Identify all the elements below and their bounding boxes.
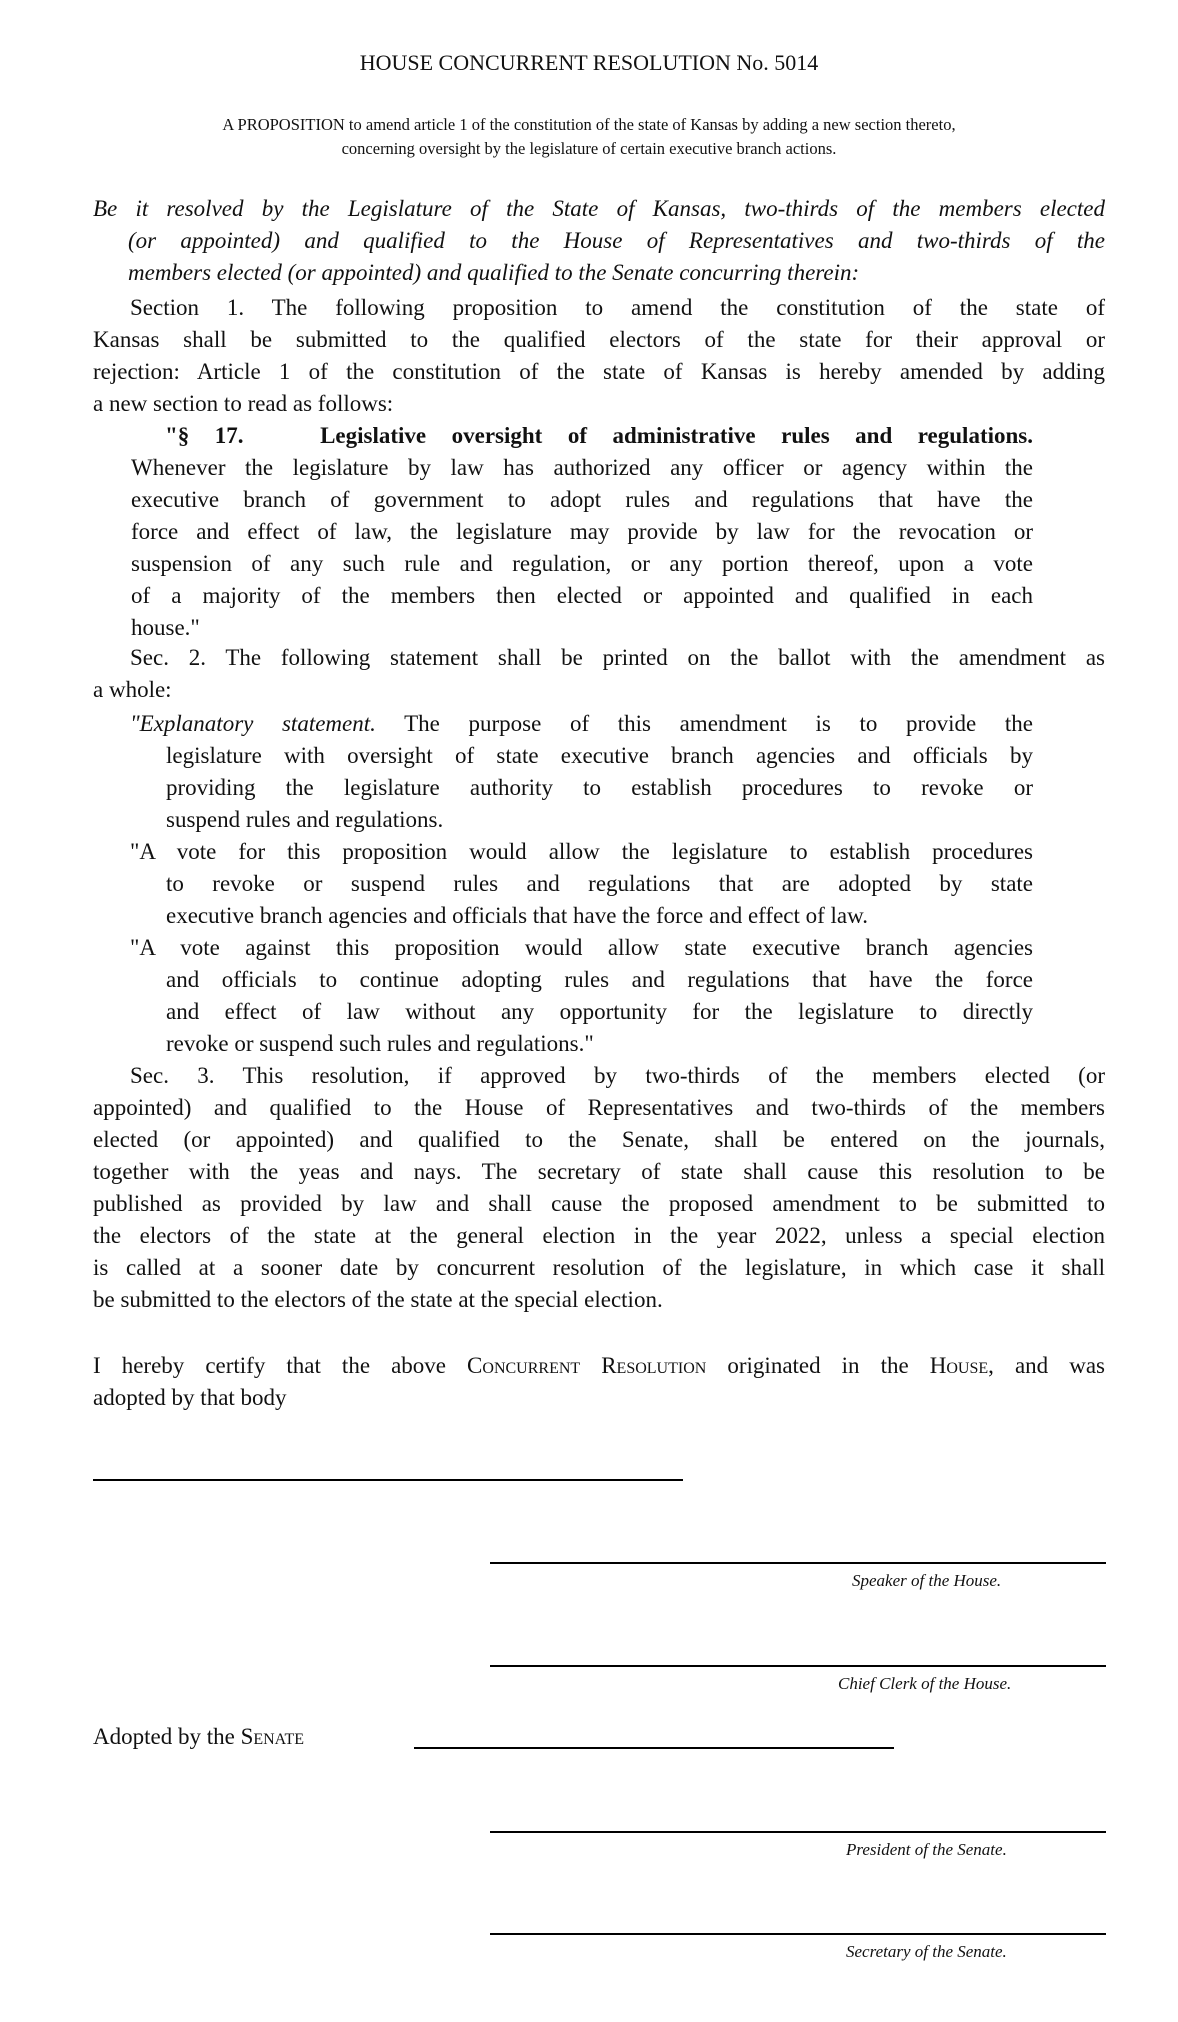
- explanatory-statement-line: legislature with oversight of state executive branch agencies and officials by: [166, 743, 1033, 768]
- certification-text: , and was: [988, 1353, 1105, 1378]
- vote-for-line: executive branch agencies and officials that have the force and effect of law.: [166, 903, 869, 928]
- certification-line: adopted by that body: [93, 1385, 287, 1410]
- amendment-section-number: "§ 17.: [165, 423, 244, 448]
- certification-text: originated in the: [706, 1353, 930, 1378]
- certification-line: [93, 1350, 1105, 1382]
- amendment-line: house.": [131, 615, 200, 640]
- amendment-heading-text: Legislative oversight of administrative rules and regulations.: [320, 423, 1033, 448]
- secretary-label: Secretary of the Senate.: [846, 1942, 1007, 1961]
- section2-line: Sec. 2. The following statement shall be printed on the ballot with the amendment as: [130, 645, 1105, 670]
- speaker-label: Speaker of the House.: [852, 1571, 1002, 1590]
- section3-line: the electors of the state at the general election in the year 2022, unless a special election: [93, 1223, 1105, 1248]
- vote-against-line: revoke or suspend such rules and regulations.": [166, 1031, 594, 1056]
- amendment-heading: [165, 420, 1033, 452]
- president-label: President of the Senate.: [846, 1840, 1007, 1859]
- vote-against-line: and effect of law without any opportunity for the legislature to directly: [166, 999, 1033, 1024]
- vote-for-line: to revoke or suspend rules and regulations that are adopted by state: [166, 871, 1033, 896]
- president-signature-line: [490, 1831, 1106, 1833]
- explanatory-statement-line: suspend rules and regulations.: [166, 807, 444, 832]
- resolved-clause-line: (or appointed) and qualified to the House of Representatives and two-thirds of the: [128, 228, 1105, 253]
- chief-clerk-label: Chief Clerk of the House.: [838, 1674, 1012, 1693]
- date-signature-line: [93, 1479, 683, 1481]
- explanatory-statement-line: [130, 708, 1033, 740]
- secretary-signature-line: [490, 1933, 1106, 1935]
- explanatory-text: The purpose of this amendment is to provide the: [375, 711, 1033, 736]
- certification-text: I hereby certify that the above: [93, 1353, 468, 1378]
- vote-against-line: and officials to continue adopting rules and regulations that have the force: [166, 967, 1033, 992]
- section3-line: elected (or appointed) and qualified to the Senate, shall be entered on the journals,: [93, 1127, 1105, 1152]
- amendment-line: of a majority of the members then elected or appointed and qualified in each: [131, 583, 1033, 608]
- vote-against-line: "A vote against this proposition would allow state executive branch agencies: [130, 935, 1033, 960]
- document-title: HOUSE CONCURRENT RESOLUTION No. 5014: [359, 50, 819, 75]
- section1-line: rejection: Article 1 of the constitution of the state of Kansas is hereby amended by adding: [93, 359, 1105, 384]
- proposition-line: A PROPOSITION to amend article 1 of the constitution of the state of Kansas by adding a new section thereto,: [222, 115, 956, 134]
- chief-clerk-signature-line: [490, 1665, 1106, 1667]
- section3-line: is called at a sooner date by concurrent resolution of the legislature, in which case it shall: [93, 1255, 1105, 1280]
- amendment-line: suspension of any such rule and regulation, or any portion thereof, upon a vote: [131, 551, 1033, 576]
- explanatory-label: "Explanatory statement.: [130, 711, 376, 736]
- adopted-by-text: Adopted by the: [93, 1724, 241, 1749]
- certification-concurrent-resolution: Concurrent Resolution: [467, 1353, 707, 1378]
- resolved-clause-line: Be it resolved by the Legislature of the State of Kansas, two-thirds of the members elected: [93, 196, 1105, 221]
- section2-line: a whole:: [93, 677, 172, 702]
- explanatory-statement-line: providing the legislature authority to establish procedures to revoke or: [166, 775, 1033, 800]
- senate-date-line: [414, 1747, 894, 1749]
- section1-line: Kansas shall be submitted to the qualified electors of the state for their approval or: [93, 327, 1105, 352]
- certification-house: House: [929, 1353, 989, 1378]
- resolved-clause-line: members elected (or appointed) and qualified to the Senate concurring therein:: [128, 260, 860, 285]
- section3-line: appointed) and qualified to the House of Representatives and two-thirds of the members: [93, 1095, 1105, 1120]
- speaker-signature-line: [490, 1562, 1106, 1564]
- section1-line: a new section to read as follows:: [93, 391, 394, 416]
- amendment-line: Whenever the legislature by law has authorized any officer or agency within the: [131, 455, 1033, 480]
- vote-for-line: "A vote for this proposition would allow the legislature to establish procedures: [130, 839, 1033, 864]
- section3-line: published as provided by law and shall cause the proposed amendment to be submitted to: [93, 1191, 1105, 1216]
- proposition-line: concerning oversight by the legislature of certain executive branch actions.: [341, 139, 837, 158]
- amendment-line: force and effect of law, the legislature may provide by law for the revocation or: [131, 519, 1033, 544]
- amendment-line: executive branch of government to adopt rules and regulations that have the: [131, 487, 1033, 512]
- section1-line: Section 1. The following proposition to amend the constitution of the state of: [130, 295, 1105, 320]
- section3-line: Sec. 3. This resolution, if approved by two-thirds of the members elected (or: [130, 1063, 1105, 1088]
- section3-line: together with the yeas and nays. The secretary of state shall cause this resolution to be: [93, 1159, 1105, 1184]
- adopted-by-senate-label: [93, 1721, 304, 1753]
- section3-line: be submitted to the electors of the state at the special election.: [93, 1287, 663, 1312]
- adopted-by-senate-text: Senate: [240, 1724, 305, 1749]
